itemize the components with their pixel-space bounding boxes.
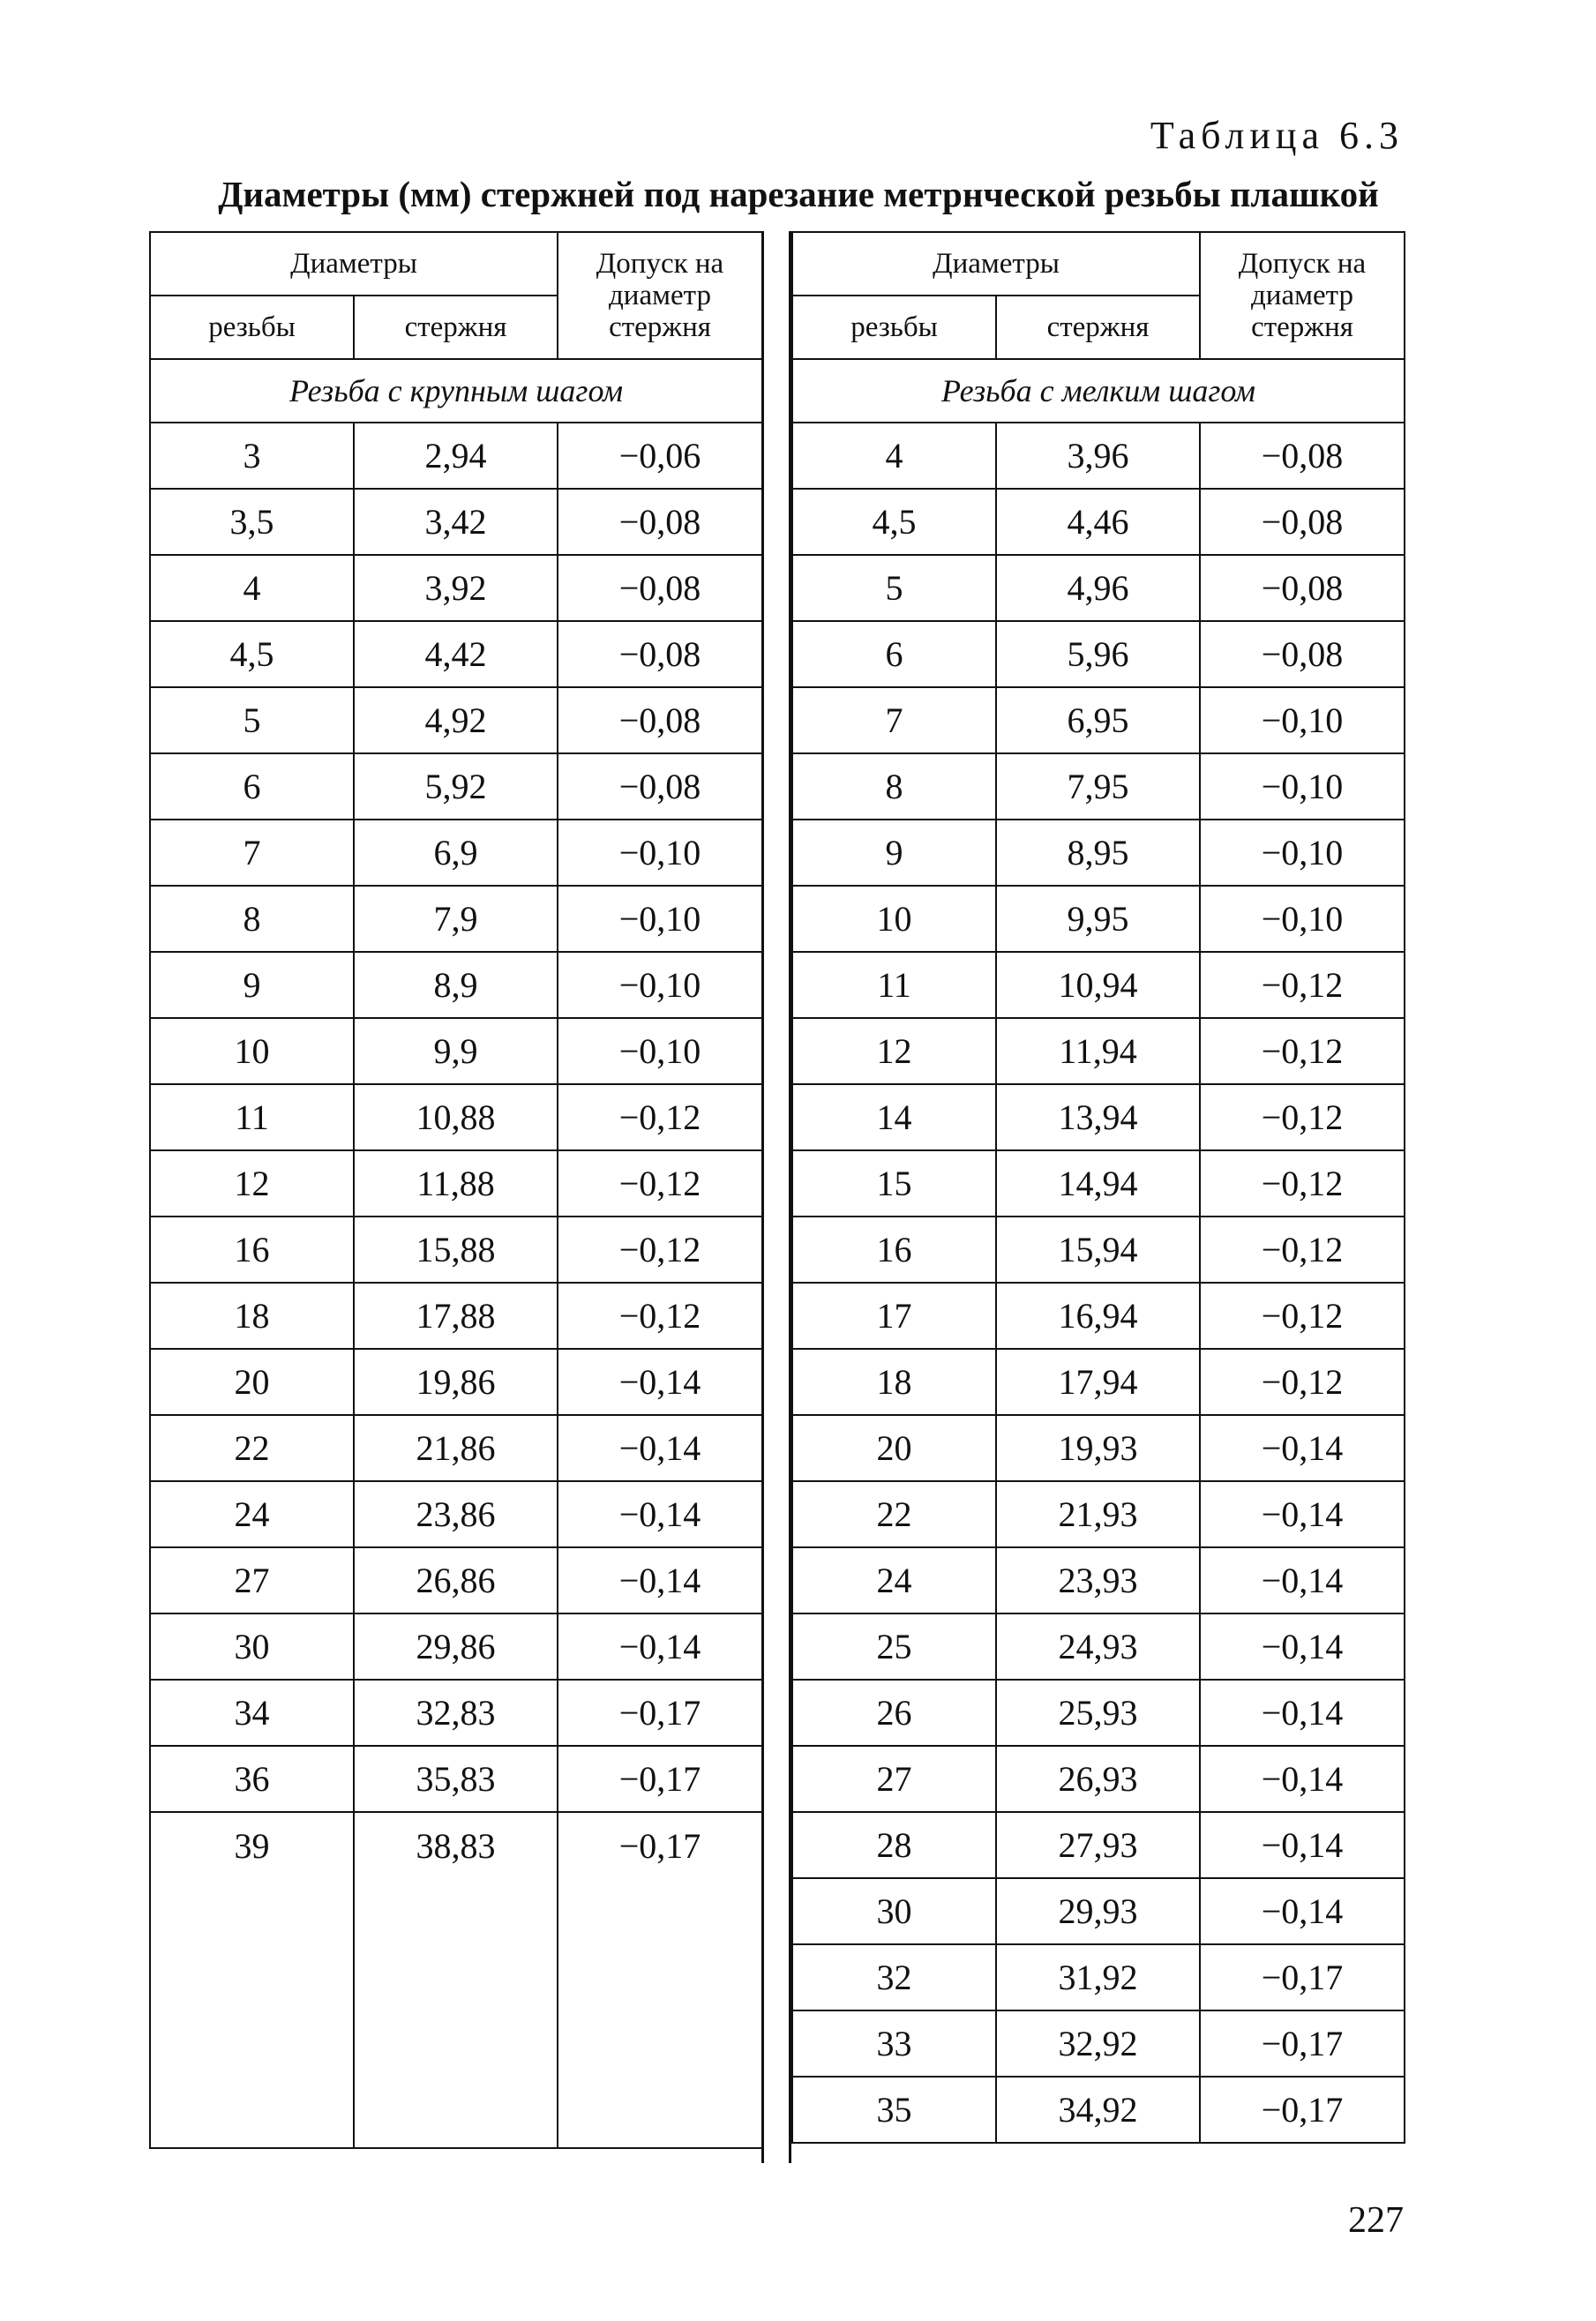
table-row <box>150 1018 762 1084</box>
section-title-coarse: Резьба с крупным шагом <box>150 359 762 423</box>
empty-cell <box>150 2083 354 2148</box>
tolerance-cell: −0,14 <box>1200 1415 1405 1481</box>
rod-diameter-cell: 23,86 <box>354 1481 558 1547</box>
table-row <box>792 1283 1405 1349</box>
tolerance-cell: −0,17 <box>1200 2010 1405 2077</box>
table-row <box>150 820 762 886</box>
rod-diameter-cell: 4,46 <box>996 489 1200 555</box>
table-row <box>792 820 1405 886</box>
table-row <box>792 1812 1405 1878</box>
rod-diameter-cell: 23,93 <box>996 1547 1200 1613</box>
rod-diameter-cell: 32,83 <box>354 1680 558 1746</box>
table-row <box>792 886 1405 952</box>
thread-diameter-cell: 28 <box>792 1812 996 1878</box>
thread-diameter-cell: 16 <box>150 1217 354 1283</box>
table-row <box>150 886 762 952</box>
table-row <box>150 489 762 555</box>
tolerance-cell: −0,14 <box>558 1613 762 1680</box>
rod-diameter-cell: 21,86 <box>354 1415 558 1481</box>
thread-diameter-cell: 18 <box>792 1349 996 1415</box>
empty-row <box>150 1890 762 1954</box>
thread-diameter-cell: 7 <box>792 687 996 753</box>
thread-diameter-cell: 12 <box>792 1018 996 1084</box>
fine-thread-table <box>791 231 1404 2163</box>
thread-diameter-cell: 30 <box>792 1878 996 1944</box>
rod-diameter-cell: 29,86 <box>354 1613 558 1680</box>
thread-diameter-cell: 10 <box>150 1018 354 1084</box>
tolerance-cell: −0,10 <box>558 820 762 886</box>
tolerance-cell: −0,17 <box>1200 2077 1405 2143</box>
table-row <box>792 1018 1405 1084</box>
thread-diameter-cell: 4 <box>792 423 996 489</box>
tolerance-cell: −0,14 <box>558 1547 762 1613</box>
rod-diameter-cell: 32,92 <box>996 2010 1200 2077</box>
table-row <box>792 621 1405 687</box>
tolerance-cell: −0,14 <box>1200 1481 1405 1547</box>
tolerance-cell: −0,17 <box>558 1680 762 1746</box>
table-row <box>150 753 762 820</box>
rod-diameter-cell: 9,9 <box>354 1018 558 1084</box>
header-tolerance: Допуск на диаметр стержня <box>1200 232 1405 359</box>
tolerance-cell: −0,12 <box>1200 1283 1405 1349</box>
empty-cell <box>354 2083 558 2148</box>
empty-cell <box>354 2018 558 2083</box>
tolerance-cell: −0,12 <box>558 1084 762 1150</box>
thread-diameter-cell: 18 <box>150 1283 354 1349</box>
rod-diameter-cell: 27,93 <box>996 1812 1200 1878</box>
table-row <box>792 1878 1405 1944</box>
table-row <box>150 1349 762 1415</box>
rod-diameter-cell: 4,92 <box>354 687 558 753</box>
table-row <box>150 1481 762 1547</box>
empty-cell <box>558 2083 762 2148</box>
tolerance-cell: −0,08 <box>558 621 762 687</box>
header-rod: стержня <box>996 296 1200 359</box>
coarse-thread-table <box>149 231 761 2163</box>
page-number: 227 <box>1348 2200 1404 2241</box>
header-rod: стержня <box>354 296 558 359</box>
thread-diameter-cell: 34 <box>150 1680 354 1746</box>
tolerance-cell: −0,17 <box>558 1812 762 1890</box>
rod-diameter-cell: 16,94 <box>996 1283 1200 1349</box>
table-caption: Таблица 6.3 <box>1150 114 1404 157</box>
tolerance-cell: −0,10 <box>558 886 762 952</box>
table-row <box>150 1613 762 1680</box>
table-row <box>150 1812 762 1890</box>
table-row <box>792 2077 1405 2143</box>
rod-diameter-cell: 31,92 <box>996 1944 1200 2010</box>
tolerance-cell: −0,08 <box>1200 555 1405 621</box>
tolerance-cell: −0,08 <box>1200 423 1405 489</box>
rod-diameter-cell: 8,9 <box>354 952 558 1018</box>
rod-diameter-cell: 17,94 <box>996 1349 1200 1415</box>
rod-diameter-cell: 25,93 <box>996 1680 1200 1746</box>
rod-diameter-cell: 35,83 <box>354 1746 558 1812</box>
thread-diameter-cell: 11 <box>150 1084 354 1150</box>
table-row <box>792 1084 1405 1150</box>
tolerance-cell: −0,10 <box>558 1018 762 1084</box>
tolerance-cell: −0,14 <box>558 1481 762 1547</box>
rod-diameter-cell: 5,92 <box>354 753 558 820</box>
thread-diameter-cell: 6 <box>150 753 354 820</box>
rod-diameter-cell: 10,88 <box>354 1084 558 1150</box>
tolerance-cell: −0,10 <box>1200 753 1405 820</box>
table-row <box>150 1415 762 1481</box>
rod-diameter-cell: 5,96 <box>996 621 1200 687</box>
header-thread: резьбы <box>150 296 354 359</box>
thread-diameter-cell: 22 <box>150 1415 354 1481</box>
rod-diameter-cell: 29,93 <box>996 1878 1200 1944</box>
thread-diameter-cell: 5 <box>792 555 996 621</box>
rod-diameter-cell: 13,94 <box>996 1084 1200 1150</box>
tolerance-cell: −0,10 <box>1200 886 1405 952</box>
tolerance-cell: −0,08 <box>1200 489 1405 555</box>
thread-diameter-cell: 27 <box>792 1746 996 1812</box>
thread-diameter-cell: 30 <box>150 1613 354 1680</box>
table-row <box>792 1415 1405 1481</box>
empty-cell <box>150 2018 354 2083</box>
rod-diameter-cell: 38,83 <box>354 1812 558 1890</box>
rod-diameter-cell: 7,9 <box>354 886 558 952</box>
table-row <box>792 555 1405 621</box>
tolerance-cell: −0,12 <box>558 1150 762 1217</box>
table-row <box>792 687 1405 753</box>
table-row <box>150 1547 762 1613</box>
thread-diameter-cell: 6 <box>792 621 996 687</box>
rod-diameter-cell: 15,88 <box>354 1217 558 1283</box>
thread-diameter-cell: 24 <box>792 1547 996 1613</box>
tolerance-cell: −0,12 <box>1200 1217 1405 1283</box>
table-row <box>792 952 1405 1018</box>
table-row <box>792 1481 1405 1547</box>
rod-diameter-cell: 6,9 <box>354 820 558 886</box>
tolerance-cell: −0,14 <box>1200 1812 1405 1878</box>
empty-cell <box>354 1890 558 1954</box>
tolerance-cell: −0,14 <box>1200 1878 1405 1944</box>
table-row <box>792 2010 1405 2077</box>
tolerance-cell: −0,08 <box>1200 621 1405 687</box>
thread-diameter-cell: 27 <box>150 1547 354 1613</box>
rod-diameter-cell: 24,93 <box>996 1613 1200 1680</box>
empty-cell <box>354 1954 558 2018</box>
rod-diameter-cell: 3,96 <box>996 423 1200 489</box>
thread-diameter-cell: 26 <box>792 1680 996 1746</box>
thread-diameter-cell: 11 <box>792 952 996 1018</box>
tolerance-cell: −0,12 <box>1200 1084 1405 1150</box>
thread-diameter-cell: 33 <box>792 2010 996 2077</box>
table-row <box>150 621 762 687</box>
rod-diameter-cell: 26,93 <box>996 1746 1200 1812</box>
table-row <box>792 1613 1405 1680</box>
rod-diameter-cell: 19,86 <box>354 1349 558 1415</box>
thread-diameter-cell: 3 <box>150 423 354 489</box>
table-row <box>792 1349 1405 1415</box>
thread-diameter-cell: 9 <box>792 820 996 886</box>
rod-diameter-cell: 14,94 <box>996 1150 1200 1217</box>
thread-diameter-cell: 10 <box>792 886 996 952</box>
table-row <box>792 1746 1405 1812</box>
tolerance-cell: −0,14 <box>558 1415 762 1481</box>
tolerance-cell: −0,17 <box>558 1746 762 1812</box>
tolerance-cell: −0,08 <box>558 555 762 621</box>
empty-row <box>150 2018 762 2083</box>
thread-diameter-cell: 4,5 <box>150 621 354 687</box>
table-column-gap <box>761 231 791 2163</box>
tolerance-cell: −0,12 <box>1200 1150 1405 1217</box>
header-tolerance: Допуск на диаметр стержня <box>558 232 762 359</box>
tolerance-cell: −0,06 <box>558 423 762 489</box>
rod-diameter-cell: 4,96 <box>996 555 1200 621</box>
table-row <box>150 1283 762 1349</box>
empty-row <box>150 2083 762 2148</box>
rod-diameter-cell: 9,95 <box>996 886 1200 952</box>
tolerance-cell: −0,12 <box>1200 952 1405 1018</box>
empty-row <box>150 1954 762 2018</box>
thread-diameter-cell: 35 <box>792 2077 996 2143</box>
table-row <box>150 423 762 489</box>
rod-diameter-cell: 11,94 <box>996 1018 1200 1084</box>
thread-diameter-cell: 24 <box>150 1481 354 1547</box>
tolerance-cell: −0,08 <box>558 753 762 820</box>
empty-cell <box>150 1954 354 2018</box>
empty-cell <box>558 1954 762 2018</box>
rod-diameter-cell: 11,88 <box>354 1150 558 1217</box>
table-row <box>792 753 1405 820</box>
rod-diameter-cell: 10,94 <box>996 952 1200 1018</box>
thread-diameter-cell: 25 <box>792 1613 996 1680</box>
rod-diameter-cell: 7,95 <box>996 753 1200 820</box>
thread-diameter-cell: 4 <box>150 555 354 621</box>
rod-diameter-cell: 8,95 <box>996 820 1200 886</box>
tolerance-cell: −0,14 <box>1200 1547 1405 1613</box>
tolerance-cell: −0,14 <box>558 1349 762 1415</box>
table-row <box>150 1680 762 1746</box>
empty-cell <box>558 2018 762 2083</box>
rod-diameter-cell: 3,92 <box>354 555 558 621</box>
table-row <box>792 1680 1405 1746</box>
tolerance-cell: −0,17 <box>1200 1944 1405 2010</box>
rod-diameter-cell: 4,42 <box>354 621 558 687</box>
tolerance-cell: −0,12 <box>558 1283 762 1349</box>
tolerance-cell: −0,12 <box>1200 1018 1405 1084</box>
empty-cell <box>150 1890 354 1954</box>
rod-diameter-cell: 2,94 <box>354 423 558 489</box>
tolerance-cell: −0,14 <box>1200 1680 1405 1746</box>
thread-diameter-cell: 17 <box>792 1283 996 1349</box>
table-row <box>792 1547 1405 1613</box>
thread-diameter-cell: 9 <box>150 952 354 1018</box>
thread-diameter-cell: 32 <box>792 1944 996 2010</box>
thread-diameter-cell: 7 <box>150 820 354 886</box>
thread-diameter-cell: 14 <box>792 1084 996 1150</box>
table-row <box>792 1944 1405 2010</box>
header-diameters: Диаметры <box>150 232 558 296</box>
tolerance-cell: −0,12 <box>1200 1349 1405 1415</box>
section-title-fine: Резьба с мелким шагом <box>792 359 1405 423</box>
tolerance-cell: −0,12 <box>558 1217 762 1283</box>
thread-diameter-cell: 8 <box>150 886 354 952</box>
rod-diameter-cell: 6,95 <box>996 687 1200 753</box>
thread-diameter-cell: 39 <box>150 1812 354 1890</box>
data-table <box>149 231 1405 2163</box>
rod-diameter-cell: 19,93 <box>996 1415 1200 1481</box>
thread-diameter-cell: 20 <box>792 1415 996 1481</box>
thread-diameter-cell: 36 <box>150 1746 354 1812</box>
tolerance-cell: −0,10 <box>1200 687 1405 753</box>
tolerance-cell: −0,14 <box>1200 1613 1405 1680</box>
thread-diameter-cell: 20 <box>150 1349 354 1415</box>
thread-diameter-cell: 16 <box>792 1217 996 1283</box>
thread-diameter-cell: 4,5 <box>792 489 996 555</box>
table-row <box>150 1084 762 1150</box>
tolerance-cell: −0,08 <box>558 687 762 753</box>
tolerance-cell: −0,10 <box>1200 820 1405 886</box>
empty-cell <box>558 1890 762 1954</box>
rod-diameter-cell: 21,93 <box>996 1481 1200 1547</box>
tolerance-cell: −0,08 <box>558 489 762 555</box>
tolerance-cell: −0,10 <box>558 952 762 1018</box>
thread-diameter-cell: 15 <box>792 1150 996 1217</box>
table-title: Диаметры (мм) стержней под нарезание метрнческой резьбы плашкой <box>218 174 1379 214</box>
rod-diameter-cell: 3,42 <box>354 489 558 555</box>
thread-diameter-cell: 8 <box>792 753 996 820</box>
table-row <box>150 555 762 621</box>
table-row <box>792 489 1405 555</box>
rod-diameter-cell: 26,86 <box>354 1547 558 1613</box>
table-row <box>792 1150 1405 1217</box>
rod-diameter-cell: 15,94 <box>996 1217 1200 1283</box>
table-row <box>150 1217 762 1283</box>
rod-diameter-cell: 17,88 <box>354 1283 558 1349</box>
table-row <box>150 1746 762 1812</box>
header-thread: резьбы <box>792 296 996 359</box>
table-row <box>150 687 762 753</box>
thread-diameter-cell: 5 <box>150 687 354 753</box>
table-row <box>150 1150 762 1217</box>
table-row <box>792 423 1405 489</box>
thread-diameter-cell: 22 <box>792 1481 996 1547</box>
tolerance-cell: −0,14 <box>1200 1746 1405 1812</box>
table-row <box>150 952 762 1018</box>
header-diameters: Диаметры <box>792 232 1200 296</box>
thread-diameter-cell: 3,5 <box>150 489 354 555</box>
rod-diameter-cell: 34,92 <box>996 2077 1200 2143</box>
thread-diameter-cell: 12 <box>150 1150 354 1217</box>
table-row <box>792 1217 1405 1283</box>
